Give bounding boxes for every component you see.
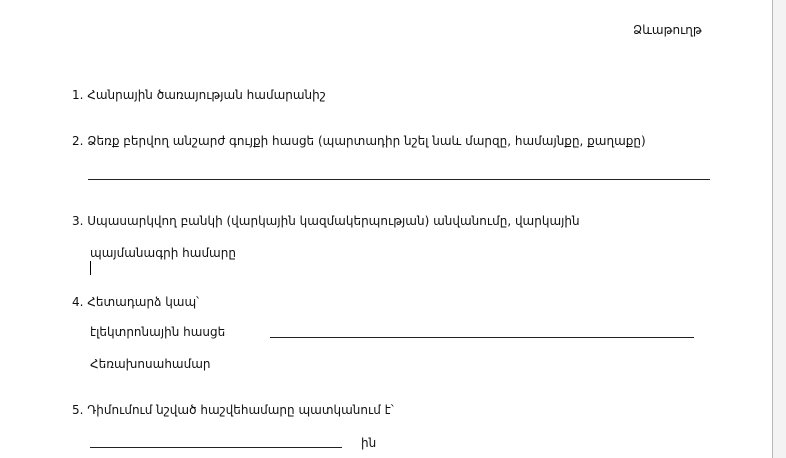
question-5-suffix: ին: [361, 436, 377, 450]
page-right-edge: [772, 0, 786, 458]
form-header-label: Ձևաթուղթ: [633, 23, 702, 37]
question-4-text: 4. Հետադարձ կապ՝: [72, 295, 200, 309]
account-owner-answer-line[interactable]: [90, 447, 342, 448]
email-answer-line[interactable]: [270, 337, 694, 338]
phone-field-label: Հեռախոսահամար: [90, 357, 211, 371]
question-1-text: 1. Հանրային ծառայության համարանիշ: [72, 88, 326, 102]
question-2-answer-line[interactable]: [88, 179, 710, 180]
question-3-text-line-2: պայմանագրի համարը: [90, 246, 236, 260]
email-field-label: էլեկտրոնային հասցե: [90, 325, 226, 339]
text-cursor: [90, 261, 91, 275]
question-3-text-line-1: 3. Սպասարկվող բանկի (վարկային կազմակերպության) անվանումը, վարկային: [72, 214, 580, 228]
question-2-text: 2. Ձեռք բերվող անշարժ գույքի հասցե (պարտադիր նշել նաև մարզը, համայնքը, քաղաքը): [72, 134, 646, 148]
question-5-text: 5. Դիմումում նշված հաշվեհամարը պատկանում է՝: [72, 403, 394, 417]
